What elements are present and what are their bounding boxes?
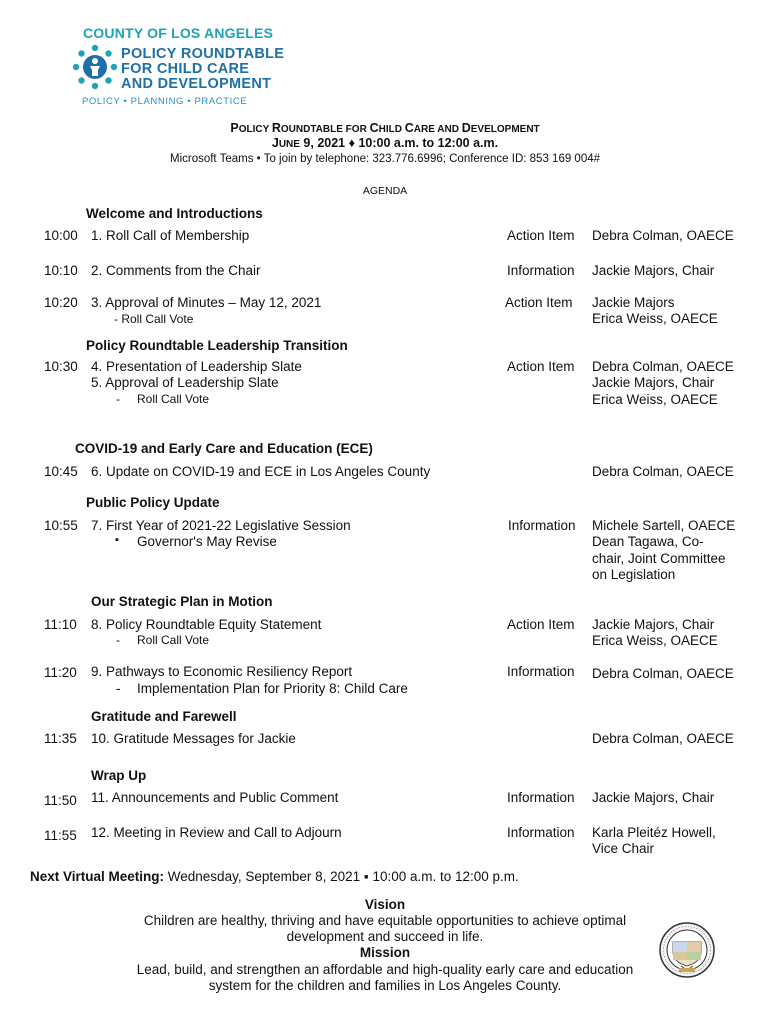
item-7-type: Information bbox=[508, 518, 576, 533]
item-6-time: 10:45 bbox=[44, 464, 78, 479]
item-9-title: 9. Pathways to Economic Resiliency Report bbox=[91, 664, 353, 679]
item-4-presenter-2: Jackie Majors, Chair bbox=[592, 375, 715, 390]
logo-line-2: FOR CHILD CARE bbox=[121, 61, 250, 77]
mission-line-2: system for the children and families in Los Angeles County. bbox=[208, 978, 562, 993]
meeting-date: JUNE 9, 2021 ♦ 10:00 a.m. to 12:00 a.m. bbox=[271, 136, 499, 150]
section-welcome: Welcome and Introductions bbox=[86, 206, 263, 221]
item-2-time: 10:10 bbox=[44, 263, 78, 278]
agenda-heading: AGENDA bbox=[362, 185, 408, 197]
item-12-type: Information bbox=[507, 825, 575, 840]
item-4-type: Action Item bbox=[507, 359, 575, 374]
item-1-title: 1. Roll Call of Membership bbox=[91, 228, 250, 243]
vision-line-1: Children are healthy, thriving and have equitable opportunities to achieve optimal bbox=[143, 913, 627, 928]
next-meeting-label: Next Virtual Meeting: bbox=[30, 869, 165, 884]
item-1-time: 10:00 bbox=[44, 228, 78, 243]
item-2-title: 2. Comments from the Chair bbox=[91, 263, 261, 278]
mission-title: Mission bbox=[359, 945, 411, 960]
item-10-time: 11:35 bbox=[44, 731, 77, 746]
item-11-presenter: Jackie Majors, Chair bbox=[592, 790, 715, 805]
next-meeting bbox=[30, 869, 519, 884]
item-9-dash: - bbox=[116, 681, 121, 696]
item-2-presenter: Jackie Majors, Chair bbox=[592, 263, 715, 278]
item-7-subnote: Governor's May Revise bbox=[137, 534, 277, 549]
item-8-subnote: Roll Call Vote bbox=[137, 633, 210, 647]
section-leadership: Policy Roundtable Leadership Transition bbox=[86, 338, 348, 353]
item-7-presenter: Michele Sartell, OAECE bbox=[592, 518, 736, 533]
item-10-title: 10. Gratitude Messages for Jackie bbox=[91, 731, 296, 746]
item-7-presenter-3: chair, Joint Committee bbox=[592, 551, 726, 566]
item-7-presenter-4: on Legislation bbox=[592, 567, 676, 582]
item-9-presenter: Debra Colman, OAECE bbox=[592, 666, 734, 681]
section-public-policy: Public Policy Update bbox=[86, 495, 220, 510]
item-8-title: 8. Policy Roundtable Equity Statement bbox=[91, 617, 322, 632]
item-7-title: 7. First Year of 2021-22 Legislative Session bbox=[91, 518, 351, 533]
item-3-presenter-2: Erica Weiss, OAECE bbox=[592, 311, 718, 326]
item-5-title: 5. Approval of Leadership Slate bbox=[91, 375, 279, 390]
item-8-presenter-2: Erica Weiss, OAECE bbox=[592, 633, 718, 648]
item-9-time: 11:20 bbox=[44, 665, 77, 680]
roundtable-logo-icon bbox=[72, 44, 118, 90]
meeting-call-info: Microsoft Teams • To join by telephone: 323.776.6996; Conference ID: 853 169 004# bbox=[169, 153, 601, 165]
item-6-presenter: Debra Colman, OAECE bbox=[592, 464, 734, 479]
item-1-type: Action Item bbox=[507, 228, 575, 243]
item-7-time: 10:55 bbox=[44, 518, 78, 533]
section-strategic-plan: Our Strategic Plan in Motion bbox=[91, 594, 273, 609]
section-covid: COVID-19 and Early Care and Education (ECE) bbox=[75, 441, 373, 456]
item-3-presenter: Jackie Majors bbox=[592, 295, 675, 310]
section-gratitude: Gratitude and Farewell bbox=[91, 709, 237, 724]
item-4-presenter: Debra Colman, OAECE bbox=[592, 359, 734, 374]
item-10-presenter: Debra Colman, OAECE bbox=[592, 731, 734, 746]
item-4-title: 4. Presentation of Leadership Slate bbox=[91, 359, 302, 374]
item-7-presenter-2: Dean Tagawa, Co- bbox=[592, 534, 704, 549]
item-11-type: Information bbox=[507, 790, 575, 805]
item-5-subnote: Roll Call Vote bbox=[137, 392, 210, 406]
mission-line-1: Lead, build, and strengthen an affordable and high-quality early care and education bbox=[136, 962, 634, 977]
item-9-type: Information bbox=[507, 664, 575, 679]
item-12-presenter-2: Vice Chair bbox=[592, 841, 655, 856]
item-8-time: 11:10 bbox=[44, 617, 77, 632]
item-12-presenter: Karla Pleitéz Howell, bbox=[592, 825, 716, 840]
item-2-type: Information bbox=[507, 263, 575, 278]
logo-line-3: AND DEVELOPMENT bbox=[121, 76, 272, 92]
item-3-subnote: - Roll Call Vote bbox=[114, 312, 194, 326]
logo-tagline: POLICY • PLANNING • PRACTICE bbox=[82, 96, 248, 107]
item-7-bullet: ▪ bbox=[115, 534, 119, 546]
document-title: POLICY ROUNDTABLE FOR CHILD CARE AND DEVELOPMENT bbox=[230, 121, 540, 135]
item-11-title: 11. Announcements and Public Comment bbox=[91, 790, 339, 805]
item-3-type: Action Item bbox=[505, 295, 573, 310]
item-3-title: 3. Approval of Minutes – May 12, 2021 bbox=[91, 295, 322, 310]
item-6-title: 6. Update on COVID-19 and ECE in Los Angeles County bbox=[91, 464, 431, 479]
section-wrap-up: Wrap Up bbox=[91, 768, 147, 783]
county-seal-icon bbox=[659, 922, 715, 978]
item-5-dash: - bbox=[116, 392, 120, 406]
item-8-type: Action Item bbox=[507, 617, 575, 632]
vision-line-2: development and succeed in life. bbox=[286, 929, 484, 944]
item-8-presenter: Jackie Majors, Chair bbox=[592, 617, 715, 632]
item-12-title: 12. Meeting in Review and Call to Adjourn bbox=[91, 825, 342, 840]
item-1-presenter: Debra Colman, OAECE bbox=[592, 228, 734, 243]
vision-title: Vision bbox=[364, 897, 406, 912]
item-12-time: 11:55 bbox=[44, 828, 77, 843]
item-8-dash: - bbox=[116, 633, 120, 647]
logo-line-1: POLICY ROUNDTABLE bbox=[121, 46, 285, 62]
item-11-time: 11:50 bbox=[44, 793, 77, 808]
item-3-time: 10:20 bbox=[44, 295, 78, 310]
logo-county-text: COUNTY OF LOS ANGELES bbox=[83, 25, 274, 41]
item-4-presenter-3: Erica Weiss, OAECE bbox=[592, 392, 718, 407]
item-4-time: 10:30 bbox=[44, 359, 78, 374]
next-meeting-value: Wednesday, September 8, 2021 ▪ 10:00 a.m. to 12:00 p.m. bbox=[164, 869, 519, 884]
item-9-subnote: Implementation Plan for Priority 8: Child Care bbox=[137, 681, 408, 696]
